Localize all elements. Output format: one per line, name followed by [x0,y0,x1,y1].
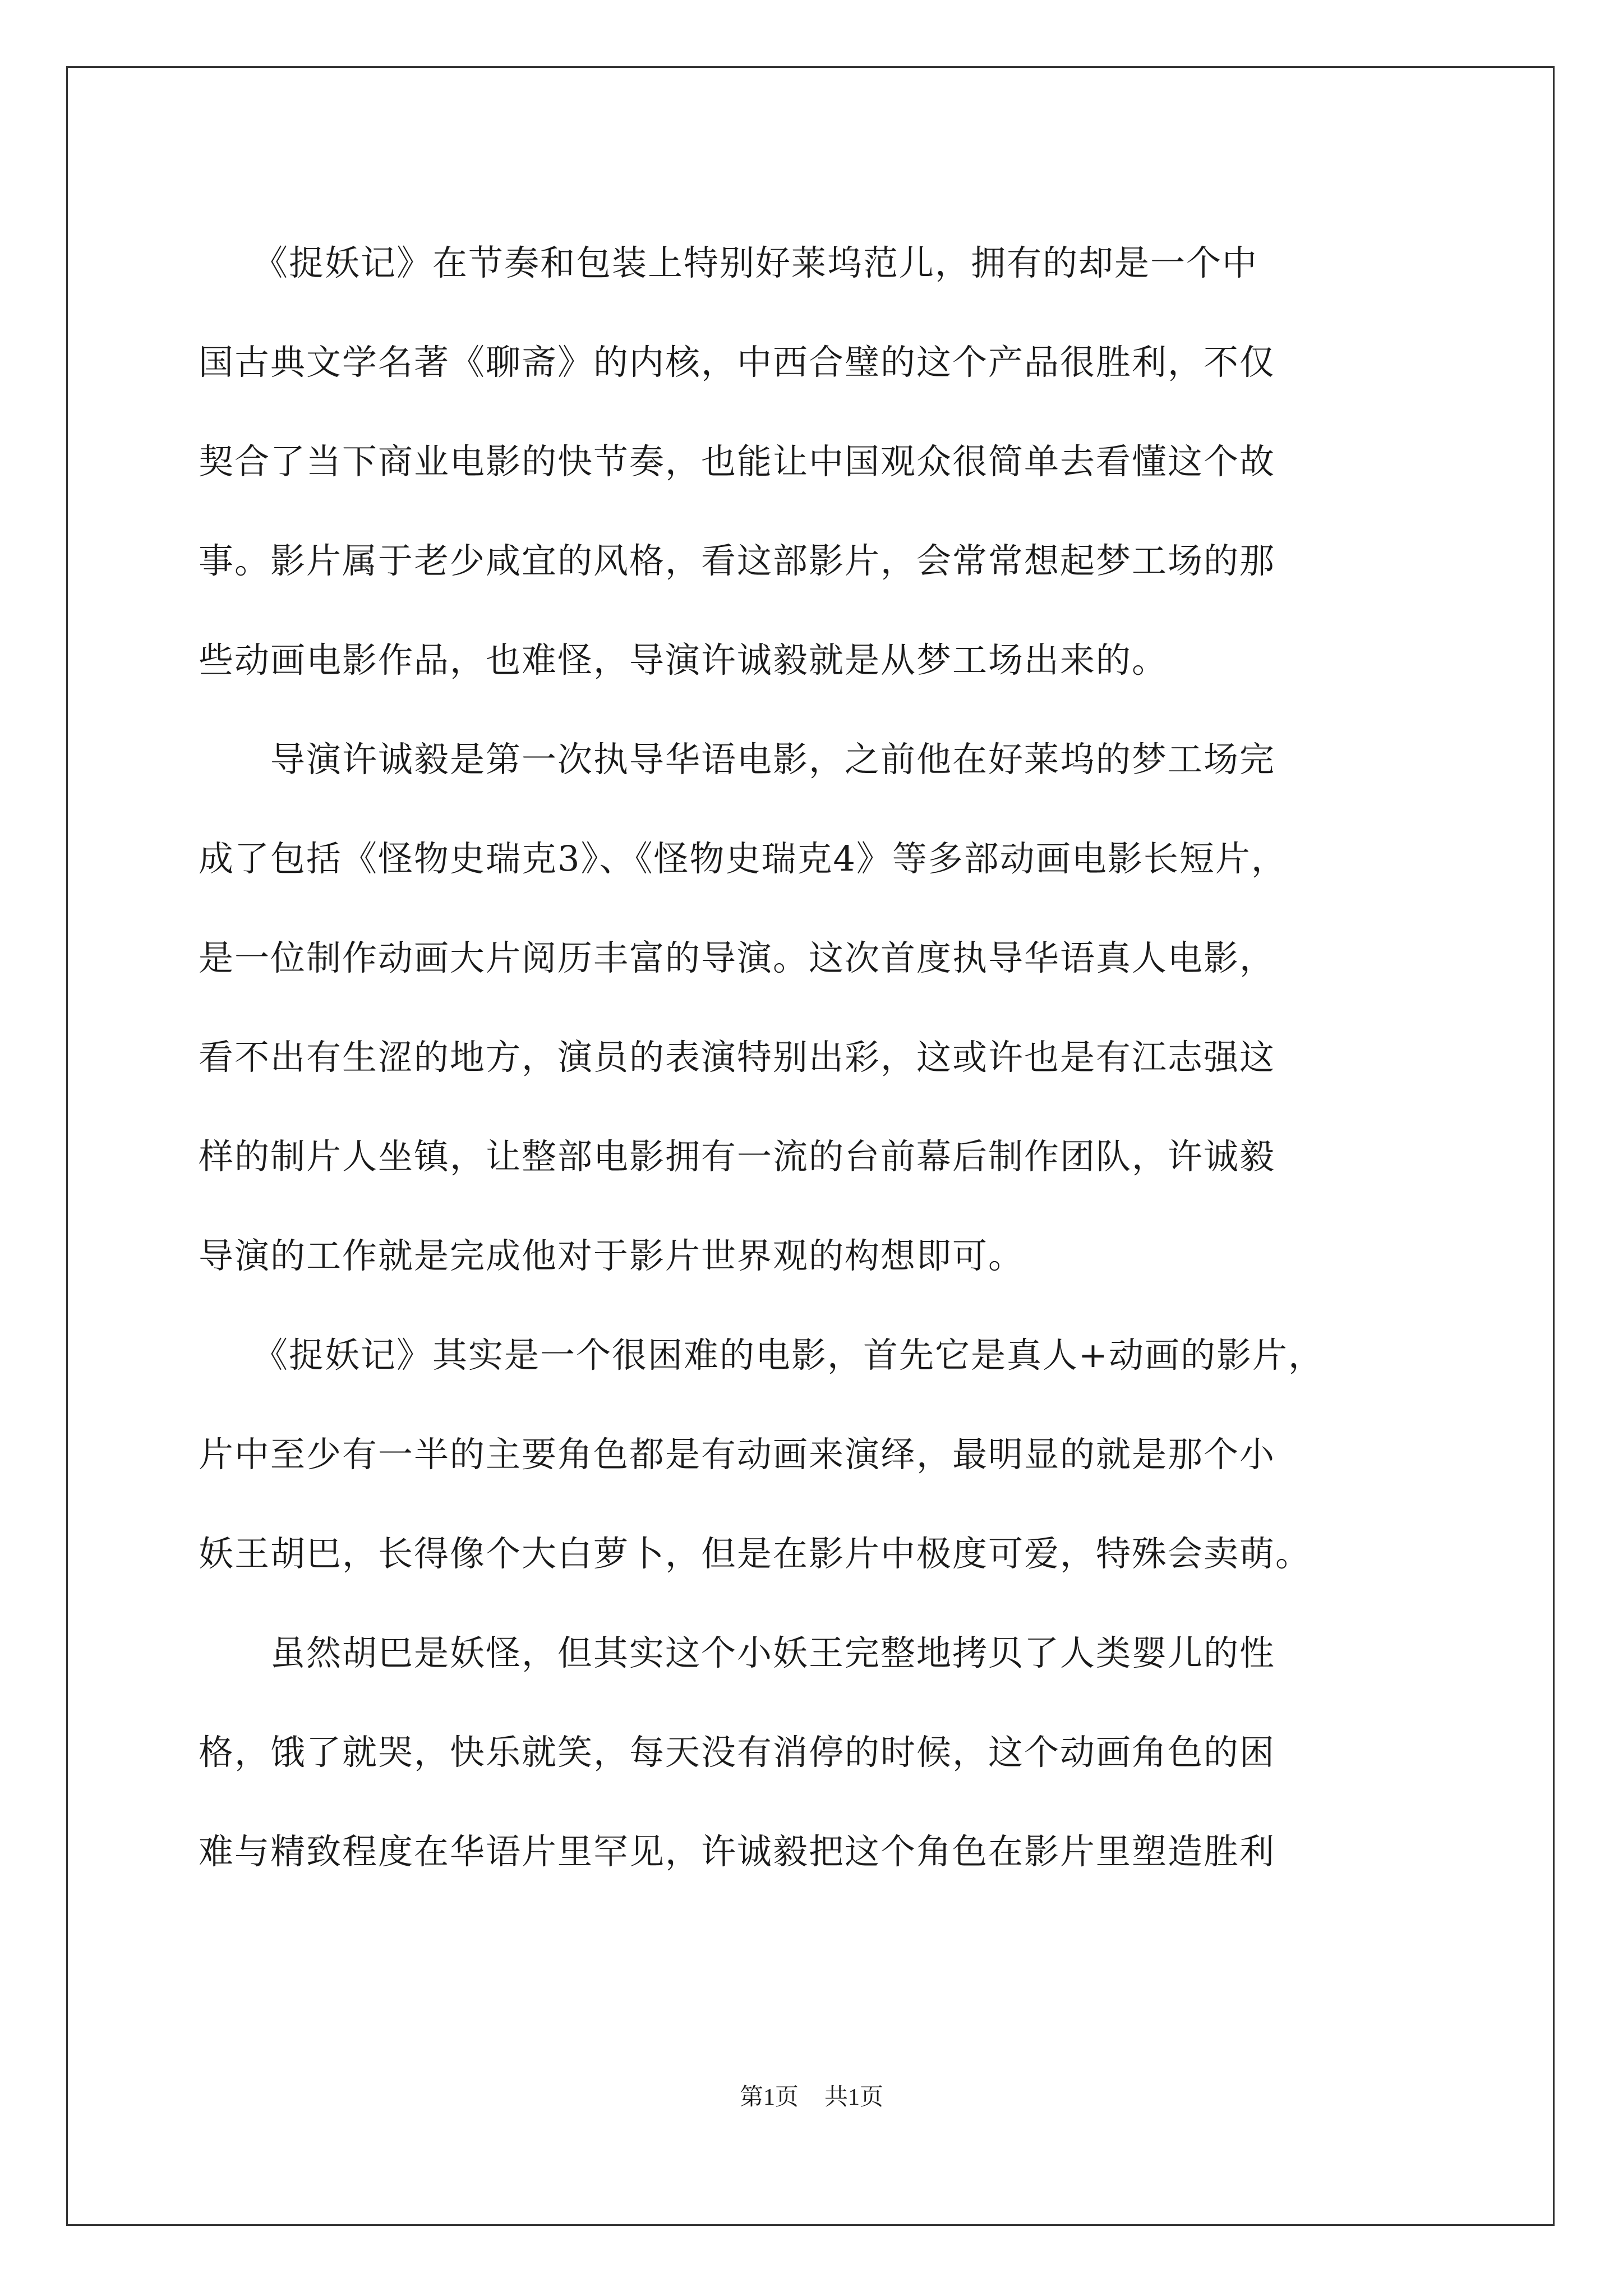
text-line: 难与精致程度在华语片里罕见，许诚毅把这个角色在影片里塑造胜利 [199,1831,1276,1872]
page-number-total: 共1页 [824,2085,884,2110]
text-line: 些动画电影作品，也难怪，导演许诚毅就是从梦工场出来的。 [199,639,1168,680]
text-line: 《捉妖记》在节奏和包装上特别好莱坞范儿，拥有的却是一个中 [199,242,1258,283]
page-number-current: 第1页 [739,2085,799,2110]
text-line: 样的制片人坐镇，让整部电影拥有一流的台前幕后制作团队，许诚毅 [199,1136,1276,1177]
page-footer [0,2078,1623,2112]
text-line: 成了包括《怪物史瑞克3》、《怪物史瑞克4》等多部动画电影长短片， [199,838,1287,879]
text-line: 事。影片属于老少咸宜的风格，看这部影片，会常常想起梦工场的那 [199,540,1276,581]
text-line: 片中至少有一半的主要角色都是有动画来演绎，最明显的就是那个小 [199,1434,1276,1475]
text-line: 妖王胡巴，长得像个大白萝卜，但是在影片中极度可爱，特殊会卖萌。 [199,1533,1312,1574]
text-line: 格，饿了就哭，快乐就笑，每天没有消停的时候，这个动画角色的困 [199,1732,1276,1773]
text-line: 导演许诚毅是第一次执导华语电影，之前他在好莱坞的梦工场完 [199,739,1276,780]
text-line: 《捉妖记》其实是一个很困难的电影，首先它是真人+动画的影片， [199,1335,1324,1375]
text-line: 是一位制作动画大片阅历丰富的导演。这次首度执导华语真人电影， [199,937,1276,978]
text-line: 契合了当下商业电影的快节奏，也能让中国观众很简单去看懂这个故 [199,441,1276,482]
document-body [199,213,1432,1901]
text-line: 国古典文学名著《聊斋》的内核，中西合璧的这个产品很胜利，不仅 [199,342,1276,383]
text-line: 虽然胡巴是妖怪，但其实这个小妖王完整地拷贝了人类婴儿的性 [199,1632,1276,1673]
text-line: 看不出有生涩的地方，演员的表演特别出彩，这或许也是有江志强这 [199,1037,1276,1078]
text-line: 导演的工作就是完成他对于影片世界观的构想即可。 [199,1235,1025,1276]
